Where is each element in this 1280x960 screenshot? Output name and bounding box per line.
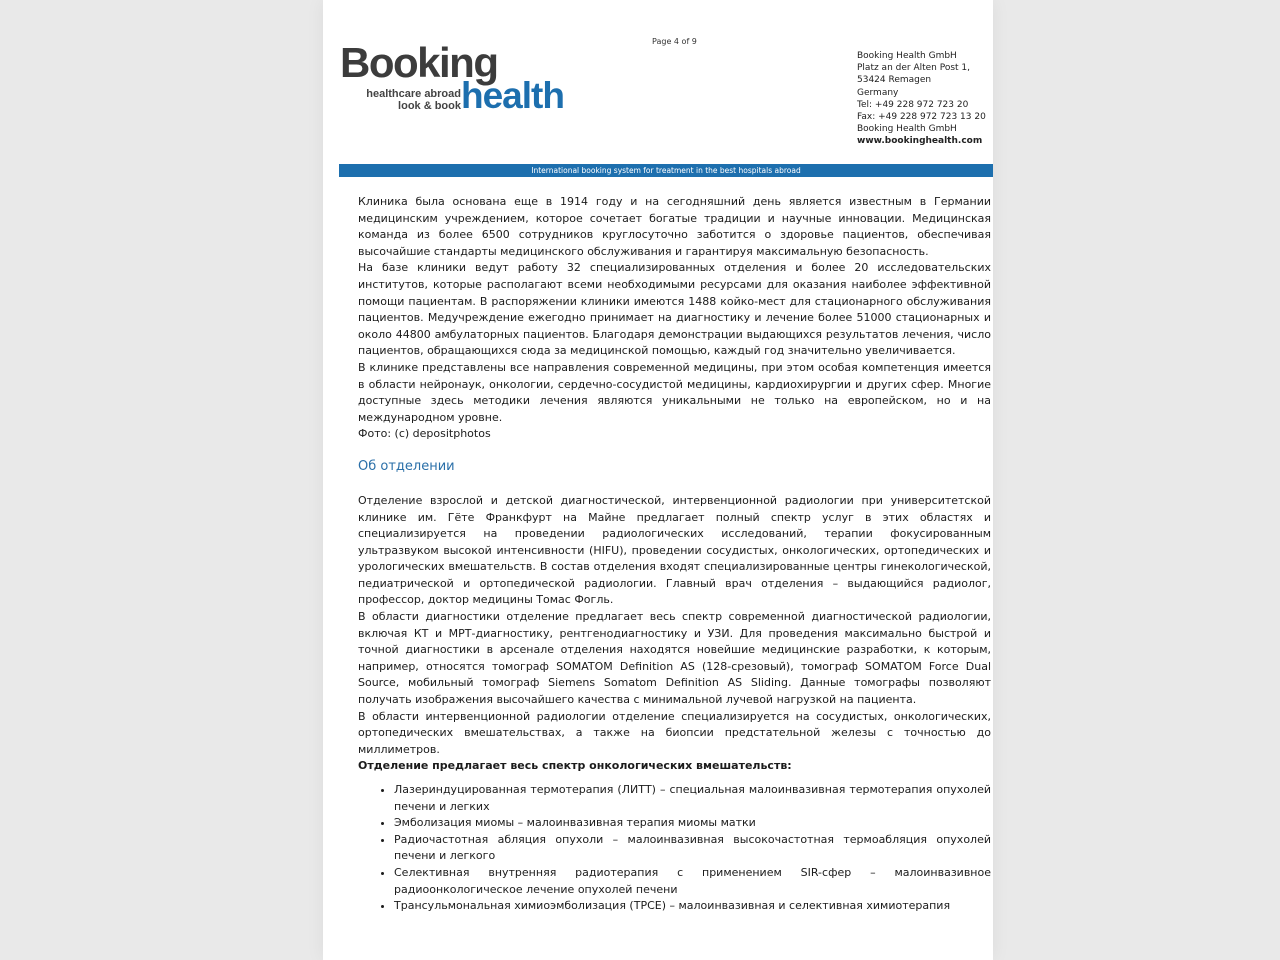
oncology-list [358,782,991,915]
company-line: Platz an der Alten Post 1, [857,63,971,74]
list-item: • Лазериндуцированная термотерапия (ЛИТТ) – специальная малоинвазивная термотерапия опухолей печени и легких [394,782,991,815]
page-number: Page 4 of 9 [652,37,697,46]
photo-credit: Фото: (с) depositphotos [358,427,491,441]
intro-paragraph: На базе клиники ведут работу 32 специализированных отделения и более 20 исследовательских институтов, которые располагают всеми необходимыми ресурсами для оказания наиболее эффективной помощи пациентам. В распоряжении клиники имеются 1488 койко-мест для стационарного обслуживания пациентов. Медучреждение ежегодно принимает на диагностику и лечение более 51000 стационарных и около 44800 амбулаторных пациентов. Благодаря демонстрации выдающихся результатов лечения, число пациентов, обращающихся сюда за медицинской помощью, каждый год значительно увеличивается. [358,261,991,358]
booking-health-logo [340,39,590,120]
company-line: Tel: +49 228 972 723 20 [857,99,969,110]
section-paragraph: В области диагностики отделение предлагает весь спектр современной диагностической радиологии, включая КТ и МРТ-диагностику, рентгенодиагностику и УЗИ. Для проведения максимально быстрой и точной диагностики в арсенале отделения находятся новейшие медицинские разработки, к которым, например, относятся томограф SOMATOM Definition AS (128-срезовый), томограф SOMATOM Force Dual Source, мобильный томограф Siemens Somatom Definition AS Sliding. Данные томографы позволяют получать изображения высочайшего качества с минимальной лучевой нагрузкой на пациента. [358,610,991,707]
company-line: Booking Health GmbH [857,51,957,61]
list-item: • Трансульмональная химиоэмболизация (ТРСЕ) – малоинвазивная и селективная химиотерапия [394,898,991,915]
company-line: Fax: +49 228 972 723 13 20 [857,112,986,123]
document-body [358,194,991,915]
document-page [323,0,993,960]
company-address [857,50,986,148]
list-item: • Эмболизация миомы – малоинвазивная терапия миомы матки [394,815,991,832]
logo-word-health: health [461,75,564,116]
logo-tagline-1: healthcare abroad [366,88,461,100]
company-line: Germany [857,87,899,98]
section-paragraph: В области интервенционной радиологии отделение специализируется на сосудистых, онкологических, ортопедических вмешательствах, а также на биопсии предстательной железы с точностью до миллиметров. [358,709,991,756]
logo-tagline-2: look & book [398,100,461,112]
section-heading: Об отделении [358,458,455,474]
list-item: • Селективная внутренняя радиотерапия с применением SIR-сфер – малоинвазивное радиоонкологическое лечение опухолей печени [394,865,991,898]
logo-word-booking: Booking [340,39,498,86]
intro-paragraph: В клинике представлены все направления современной медицины, при этом особая компетенция имеется в области нейронаук, онкологии, сердечно-сосудистой медицины, кардиохирургии и других сфер. Многие доступные здесь методики лечения являются уникальными не только на европейском, но и на международном уровне. [358,360,991,424]
intro-paragraph: Клиника была основана еще в 1914 году и на сегодняшний день является известным в Германии медицинским учреждением, которое сочетает богатые традиции и научные инновации. Медицинская команда из более 6500 сотрудников круглосуточно заботится о здоровье пациентов, обеспечивая высочайшие стандарты медицинского обслуживания и гарантируя максимальную безопасность. [358,195,991,258]
header-banner: International booking system for treatment in the best hospitals abroad [339,164,993,177]
section-paragraph: Отделение взрослой и детской диагностической, интервенционной радиологии при университетской клинике им. Гёте Франкфурт на Майне предлагает полный спектр услуг в этих областях и специализируется на проведении радиологических исследований, терапии фокусированным ультразвуком высокой интенсивности (HIFU), проведении сосудистых, онкологических, ортопедических и урологических вмешательств. В состав отделения входят специализированные центры гинекологической, педиатрической и ортопедической радиологии. Главный врач отделения – выдающийся радиолог, профессор, доктор медицины Томас Фогль. [358,493,991,607]
list-heading: Отделение предлагает весь спектр онкологических вмешательств: [358,759,792,773]
company-line: 53424 Remagen [857,75,932,86]
company-website[interactable]: www.bookinghealth.com [857,136,983,147]
list-item: • Радиочастотная абляция опухоли – малоинвазивная высокочастотная термоабляция опухолей печени и легкого [394,832,991,865]
company-line: Booking Health GmbH [857,124,957,135]
